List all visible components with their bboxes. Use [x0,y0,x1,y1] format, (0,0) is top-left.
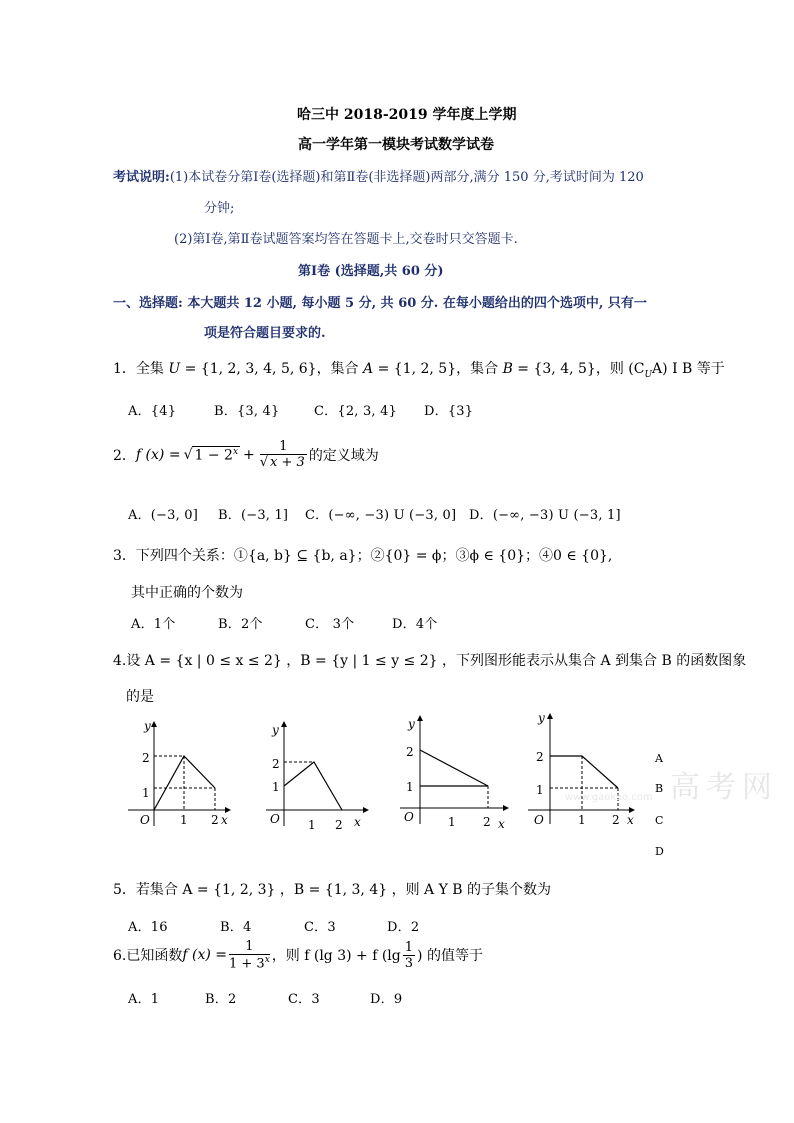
graph-c-origin: O [404,810,414,824]
graph-label-a: A [655,752,663,765]
q1-option-d: D．{3} [424,404,474,419]
q1-var-b: B [502,361,513,377]
exam-title-line2: 高一学年第一模块考试数学试卷 [298,137,494,153]
graph-b-tick-x2: 2 [335,818,343,832]
graph-d-tick-y1: 1 [536,783,544,797]
q4-subtext: 的是 [126,689,154,705]
q2-root-exp: x [232,446,239,457]
q1-text-d: = {3, 4, 5}，则 (C [512,361,645,377]
q1-sub-u: U [644,369,653,380]
question-5: 5．若集合 A = {1, 2, 3} ，B = {1, 3, 4} ，则 A Y B 的子集个数为 [113,882,552,898]
q2-option-c: C．(−∞, −3) U (−3, 0] [305,508,457,523]
instructions-line2: (2)第Ⅰ卷,第Ⅱ卷试题答案均答在答题卡上,交卷时只交答题卡. [174,232,518,247]
graph-b-tick-y2: 2 [272,757,280,771]
graph-b-origin: O [270,812,280,826]
graph-c-tick-y1: 1 [406,780,414,794]
graph-a-origin: O [140,813,150,827]
q6-fraction [229,940,270,970]
graph-c-curve [420,750,488,786]
graph-d-tick-x2: 2 [612,813,620,827]
graph-a-y-label: y [144,719,151,733]
graph-a-x-label: x [221,813,228,827]
graph-b-curve [284,762,342,810]
q2-fraction: $\frac{1}{√ x + 3}$ [259,439,305,470]
graph-a-tick-x1: 1 [180,813,188,827]
graph-label-c: C [655,814,664,827]
q1-text-e: A) I B 等于 [652,361,725,377]
q2-fx: f (x) = [135,446,181,463]
graph-d-tick-x1: 1 [578,813,586,827]
graph-b [256,708,376,842]
q3-option-b: B．2个 [218,617,263,632]
watermark-logo: 高考网 [670,770,778,805]
watermark-url: www.gaokao.com [565,792,653,803]
graph-c-x-label: x [498,817,505,831]
question-6 [113,940,483,970]
q6-option-d: D．9 [370,992,403,1007]
q6-frac-den: 1 + 3 [229,956,265,972]
q2-plus: + [243,446,255,463]
graph-label-d: D [655,845,664,858]
graph-c-tick-y2: 2 [406,745,414,759]
graph-a-tick-y1: 1 [142,786,150,800]
graph-d-y-label: y [538,711,545,725]
graph-c-tick-x2: 2 [483,815,491,829]
q5-option-a: A．16 [128,920,168,935]
graph-label-b: B [655,782,664,795]
q6-option-a: A．1 [128,992,160,1007]
q1-var-u: U [168,361,181,377]
graph-b-tick-x1: 1 [308,818,316,832]
q3-option-a: A．1个 [131,617,176,632]
q6-fx: f (x) = [182,947,227,964]
q1-var-a: A [363,361,374,377]
q1-text-c: = {1, 2, 5}，集合 [373,361,503,377]
q3-option-d: D．4个 [392,617,438,632]
q2-root-text: 1 − 2 [194,447,233,464]
q1-text-b: = {1, 2, 3, 4, 5, 6}，集合 [180,361,364,377]
q6-fraction-third [403,941,415,970]
instructions-label: 考试说明: [113,170,170,185]
q2-frac-den: x + 3 [270,455,305,470]
q6-option-c: C．3 [288,992,320,1007]
graph-d-tick-y2: 2 [536,750,544,764]
graph-d [520,708,640,842]
q1-option-a: A．{4} [128,404,177,419]
q6-option-b: B．2 [205,992,237,1007]
q2-number: 2． [113,447,136,464]
instructions-text1: (1)本试卷分第Ⅰ卷(选择题)和第Ⅱ卷(非选择题)两部分,满分 150 分,考试时间为 120 [169,170,644,185]
q2-option-b: B．(−3, 1] [218,508,289,523]
q6-third-den: 3 [404,955,414,971]
q6-text-c: ) 的值等于 [417,948,483,965]
part1-heading: 第Ⅰ卷 (选择题,共 60 分) [298,264,444,279]
question-2: 2． f (x) = √ $1 - 2^x$ + $\frac{1}{√ x + 3}$ 的定义域为 [113,439,379,470]
graph-b-x-label: x [354,815,361,829]
q6-text-a: 6.已知函数 [113,948,183,965]
q5-option-d: D．2 [387,920,420,935]
graph-d-x-label: x [627,813,634,827]
q3-option-c: C． 3个 [305,617,355,632]
q2-option-d: D．(−∞, −3) U (−3, 1] [469,508,621,523]
graph-d-origin: O [534,813,544,827]
q1-option-c: C．{2, 3, 4} [314,404,398,419]
question-1 [113,358,725,380]
q2-radicand [192,446,240,464]
question-3: 3．下列四个关系：①{a, b} ⊆ {b, a}；②{0} = ϕ；③ϕ ∈ {0}；④0 ∈ {0}, [113,548,613,564]
instructions-line1b: 分钟; [204,201,235,216]
q3-subtext: 其中正确的个数为 [131,585,243,601]
graph-b-y-label: y [272,723,279,737]
q1-option-b: B．{3, 4} [214,404,280,419]
q1-text-a: 1．全集 [113,361,169,377]
section-heading: 一、选择题: 本大题共 12 小题, 每小题 5 分, 共 60 分. 在每小题给出的四个选项中, 只有一 [113,296,647,311]
q5-option-c: C．3 [304,920,336,935]
graph-b-tick-y1: 1 [272,780,280,794]
q6-text-b: ，则 f (lg 3) + f (lg [271,948,401,965]
instructions-line1 [113,166,644,185]
graph-c-y-label: y [408,717,415,731]
q6-frac-exp: x [264,955,270,965]
exam-title-line1: 哈三中 2018-2019 学年度上学期 [297,107,517,123]
q5-option-b: B．4 [220,920,252,935]
graph-c [390,708,515,842]
q2-frac-num: 1 [260,440,307,455]
graph-a-tick-x2: 2 [211,813,219,827]
graph-a [118,708,238,842]
q2-tail: 的定义域为 [308,447,379,464]
graph-c-tick-x1: 1 [448,815,456,829]
question-4: 4.设 A = {x | 0 ≤ x ≤ 2} ，B = {y | 1 ≤ y ≤ 2} ，下列图形能表示从集合 A 到集合 B 的函数图象 [113,653,747,669]
section-heading-cont: 项是符合题目要求的. [204,326,326,341]
graph-d-curve [550,756,618,788]
q2-option-a: A．(−3, 0] [128,508,199,523]
q6-frac-num: 1 [229,940,270,955]
q6-third-num: 1 [404,939,414,955]
graph-a-tick-y2: 2 [142,751,150,765]
